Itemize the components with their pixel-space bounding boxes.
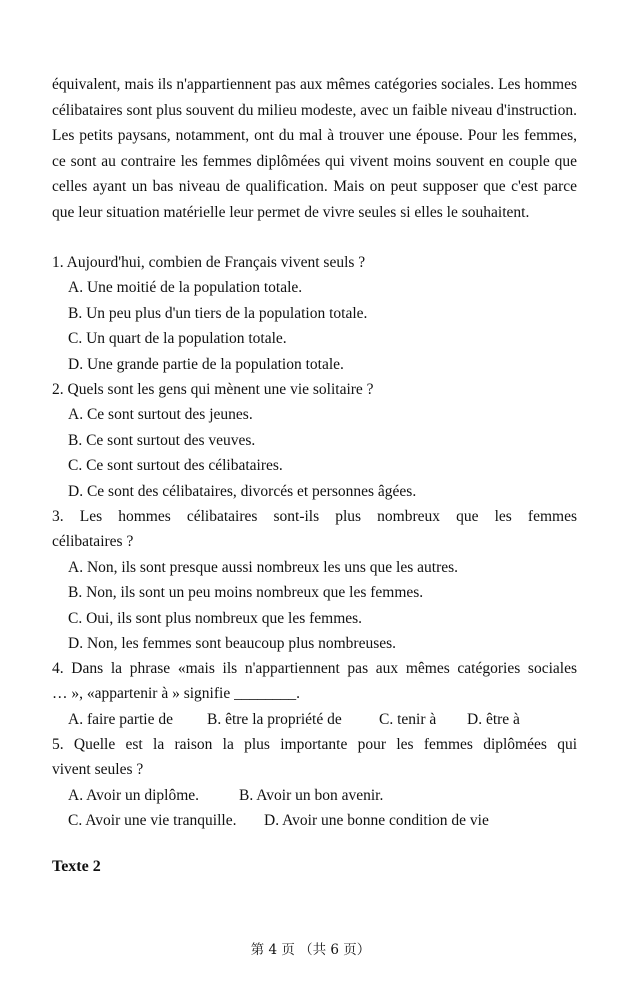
question-5-options-row-2 [52,808,577,833]
question-2-option-a: A. Ce sont surtout des jeunes. [68,406,253,424]
question-5-stem-line-1: 5. Quelle est la raison la plus importante pour les femmes diplômées qui [52,736,577,753]
question-3-option-c: C. Oui, ils sont plus nombreux que les femmes. [68,609,363,627]
question-1-option-b: B. Un peu plus d'un tiers de la population totale. [68,304,368,322]
question-5-option-c: C. Avoir une vie tranquille. [68,812,237,830]
question-2-stem: 2. Quels sont les gens qui mènent une vie solitaire ? [52,381,374,398]
question-4-option-b: B. être la propriété de [207,710,342,728]
question-4-option-c: C. tenir à [379,710,437,728]
question-5-option-d: D. Avoir une bonne condition de vie [264,812,489,830]
question-5-options-row-1 [52,783,577,808]
question-4-options [52,707,577,732]
question-3-option-d: D. Non, les femmes sont beaucoup plus nombreuses. [68,634,397,652]
question-5-option-b: B. Avoir un bon avenir. [239,786,384,804]
question-1-option-a: A. Une moitié de la population totale. [68,279,303,297]
question-1-option-d: D. Une grande partie de la population totale. [68,355,344,373]
question-1-option-c: C. Un quart de la population totale. [68,330,287,348]
question-2-option-c: C. Ce sont surtout des célibataires. [68,457,283,475]
question-3-stem-line-1: 3. Les hommes célibataires sont-ils plus nombreux que les femmes [52,508,577,525]
question-4-stem-line-2: … », «appartenir à » signifie ________. [52,685,300,703]
question-3-option-a: A. Non, ils sont presque aussi nombreux les uns que les autres. [68,558,459,576]
question-1 [52,250,577,377]
question-1-stem: 1. Aujourd'hui, combien de Français vivent seuls ? [52,254,366,271]
section-title: Texte 2 [52,858,101,875]
question-5-stem-line-2: vivent seules ? [52,761,144,779]
question-5 [52,732,577,834]
question-3-stem-line-2: célibataires ? [52,533,134,551]
question-4-stem-line-1: 4. Dans la phrase «mais ils n'appartiennent pas aux mêmes catégories sociales [52,660,577,677]
question-2-option-b: B. Ce sont surtout des veuves. [68,431,256,449]
question-4-option-d: D. être à [467,710,520,728]
question-3 [52,504,577,656]
question-4 [52,656,577,732]
question-5-option-a: A. Avoir un diplôme. [68,786,200,804]
reading-passage: équivalent, mais ils n'appartiennent pas aux mêmes catégories sociales. Les hommes célibataires sont plus souvent du milieu modeste, avec un faible niveau d'instruction. Les petits paysans, notamment, ont du mal à trouver une épouse. Pour les femmes, ce sont au contraire les femmes diplômées qui vivent moins souvent en couple que celles ayant un bas niveau de qualification. Mais on peut supposer que c'est parce que leur situation matérielle leur permet de vivre seules si elles le souhaitent. [52,76,577,221]
page-footer: 第 4 页 （共 6 页） [250,942,371,958]
question-4-option-a: A. faire partie de [68,710,173,728]
question-2 [52,377,577,504]
question-2-option-d: D. Ce sont des célibataires, divorcés et personnes âgées. [68,482,417,500]
question-3-option-b: B. Non, ils sont un peu moins nombreux que les femmes. [68,584,424,602]
